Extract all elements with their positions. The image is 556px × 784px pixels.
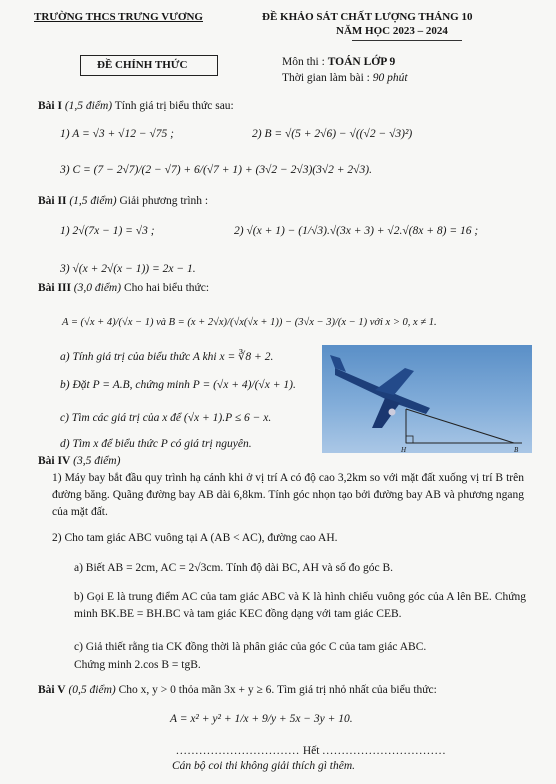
time-label: Thời gian làm bài : [282,72,370,84]
bai4-heading [38,454,120,468]
bai3-points: (3,0 điểm) [73,282,122,294]
bai2-points: (1,5 điểm) [69,195,117,207]
bai5-label: Bài V [38,684,66,696]
end-label: Hết [302,745,320,757]
bai3-label: Bài III [38,282,71,294]
time-line [282,71,408,85]
bai2-part1: 1) 2√(7x − 1) = √3 ; [60,225,155,237]
bai1-part1: 1) A = √3 + √12 − √75 ; [60,128,174,140]
subject-label: Môn thi : [282,56,325,68]
end-dots-left: ................................ [176,745,300,757]
end-dots-right: ................................ [322,745,447,757]
bai5-prompt: Cho x, y > 0 thỏa mãn 3x + y ≥ 6. Tìm giá trị nhỏ nhất của biểu thức: [118,684,437,696]
bai3-part-a: a) Tính giá trị của biểu thức A khi x = ∛8 + 2. [60,351,274,363]
bai4-part1: 1) Máy bay bắt đầu quy trình hạ cánh khi ở vị trí A có độ cao 3,2km so với mặt đất xuống vị trí B trên đường băng. Quãng đường bay AB dài 6,8km. Tính góc nhọn tạo bởi đường bay AB và phương ngang của mặt đất. [52,472,524,518]
end-line [176,744,446,758]
bai2-part3: 3) √(x + 2√(x − 1)) = 2x − 1. [60,263,196,275]
bai3-part-c: c) Tìm các giá trị của x để (√x + 1).P ≤ 6 − x. [60,412,272,424]
bai5-points: (0,5 điểm) [68,684,116,696]
bai4-points: (3,5 điểm) [73,455,121,467]
bai2-heading [38,194,208,208]
bai2-prompt: Giải phương trình : [119,195,209,207]
bai1-label: Bài I [38,100,62,112]
bai1-heading [38,99,234,113]
figure-label-b: B [514,446,519,454]
bai3-expression: A = (√x + 4)/(√x − 1) và B = (x + 2√x)/(√x(√x + 1)) − (3√x − 3)/(x − 1) với x > 0, x ≠ 1. [62,317,437,328]
figure-label-h: H [401,446,407,454]
bai2-part2: 2) √(x + 1) − (1/√3).√(3x + 3) + √2.√(8x + 8) = 16 ; [234,225,479,237]
bai4-part-c: c) Giả thiết rằng tia CK đồng thời là phân giác của góc C của tam giác ABC. [74,641,427,653]
bai4-part2: 2) Cho tam giác ABC vuông tại A (AB < AC), đường cao AH. [52,532,338,544]
bai1-prompt: Tính giá trị biểu thức sau: [114,100,234,112]
official-label: ĐỀ CHÍNH THỨC [97,59,188,71]
school-name: TRƯỜNG THCS TRƯNG VƯƠNG [34,11,203,23]
bai3-prompt: Cho hai biểu thức: [123,282,210,294]
bai4-part-c-proof: Chứng minh 2.cos B = tgB. [74,659,201,671]
bai1-part2: 2) B = √(5 + 2√6) − √((√2 − √3)²) [252,128,413,140]
bai4-part-a: a) Biết AB = 2cm, AC = 2√3cm. Tính độ dài BC, AH và số đo góc B. [74,562,394,574]
bai4-label: Bài IV [38,455,71,467]
bai5-expression: A = x² + y² + 1/x + 9/y + 5x − 3y + 10. [170,713,353,725]
header-rule [352,40,462,41]
bai3-part-d: d) Tìm x để biểu thức P có giá trị nguyên. [60,438,252,450]
airplane-photo [322,345,532,453]
bai5-heading [38,683,437,697]
school-year: NĂM HỌC 2023 – 2024 [336,25,448,37]
time-value: 90 phút [372,72,408,84]
bai3-heading [38,281,209,295]
bai1-points: (1,5 điểm) [64,100,113,112]
bai4-part-b: b) Gọi E là trung điểm AC của tam giác ABC và K là hình chiếu vuông góc của A lên BE. Chứng minh BK.BE = BH.BC và tam giác KEC đồng dạng với tam giác CEB. [74,591,526,620]
exam-title: ĐỀ KHẢO SÁT CHẤT LƯỢNG THÁNG 10 [262,11,473,23]
bai2-label: Bài II [38,195,67,207]
subject-value: TOÁN LỚP 9 [327,56,396,68]
footer-note: Cán bộ coi thi không giải thích gì thêm. [172,760,356,772]
bai1-part3: 3) C = (7 − 2√7)/(2 − √7) + 6/(√7 + 1) + (3√2 − 2√3)(3√2 + 2√3). [60,164,372,176]
bai3-part-b: b) Đặt P = A.B, chứng minh P = (√x + 4)/(√x + 1). [60,379,296,391]
subject-line [282,55,395,69]
